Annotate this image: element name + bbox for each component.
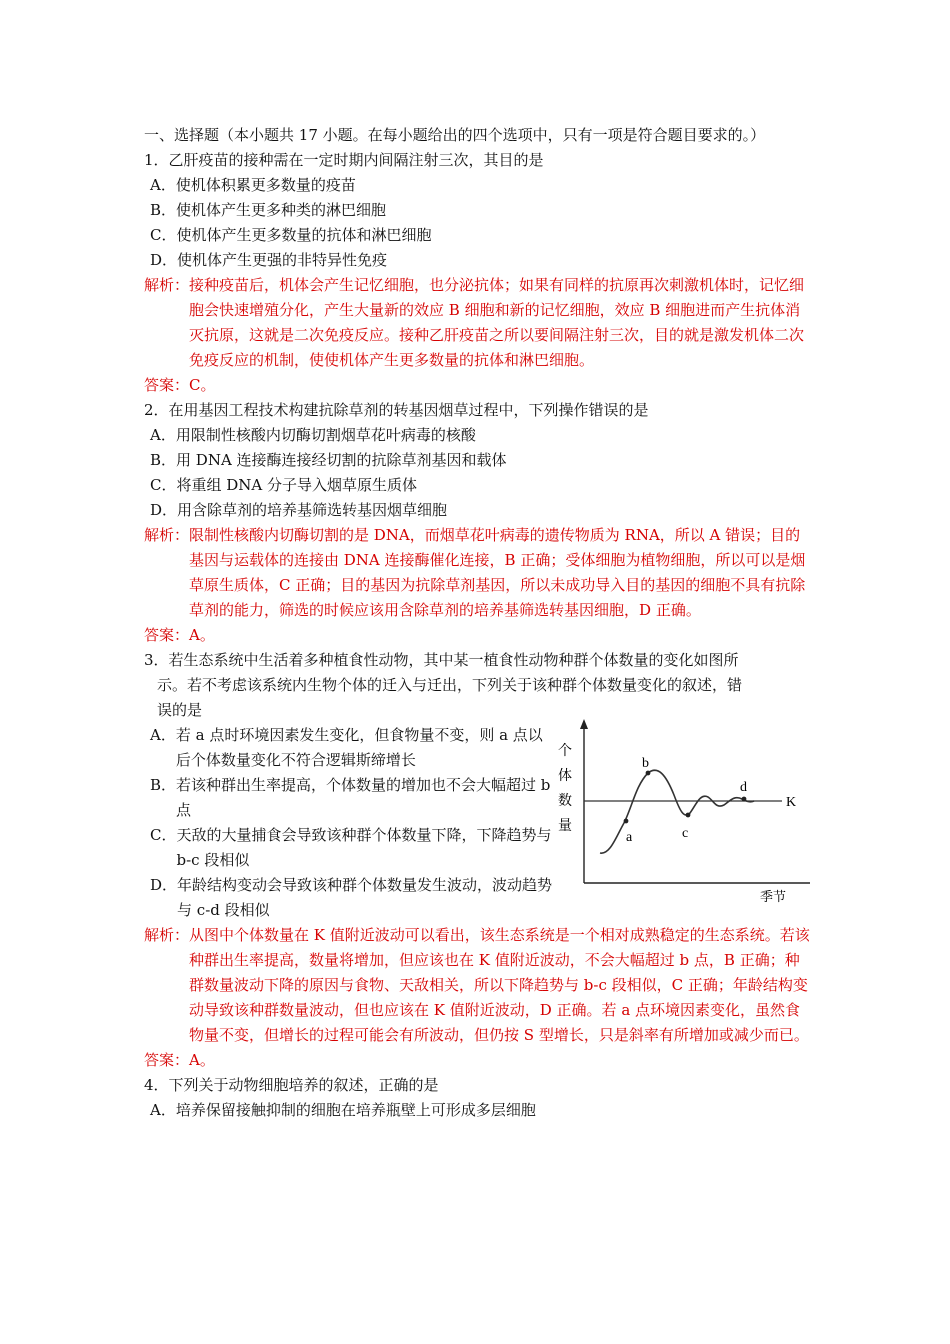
analysis-label: 解析： [144, 276, 190, 294]
y-axis-label-char: 量 [558, 818, 572, 834]
point-label-c: c [682, 826, 689, 841]
analysis-text: 接种疫苗后，机体会产生记忆细胞，也分泌抗体；如果有同样的抗原再次刺激机体时，记忆细胞会快速增殖分化，产生大量新的效应 B 细胞和新的记忆细胞，效应 B 细胞进而产生抗体消灭抗原，这就是二次免疫反应。接种乙肝疫苗之所以要间隔注射三次，目的就是激发机体二次免疫反应的机制，使使机体产生更多数量的抗体和淋巴细胞。 [189, 276, 805, 369]
k-label: K [786, 795, 797, 810]
point-label-d: d [740, 780, 747, 795]
question-1-option-c: C．使机体产生更多数量的抗体和淋巴细胞 [150, 226, 432, 244]
population-curve [600, 770, 754, 853]
question-3-stem-line-1: 3．若生态系统中生活着多种植食性动物，其中某一植食性动物种群个体数量的变化如图所 [144, 651, 739, 669]
y-axis-label [558, 743, 572, 834]
y-axis-label-char: 个 [558, 743, 572, 759]
question-4-option-a: A．培养保留接触抑制的细胞在培养瓶壁上可形成多层细胞 [150, 1101, 536, 1119]
question-1-answer: 答案：C。 [144, 376, 216, 394]
exam-page [144, 123, 810, 1123]
y-axis-label-char: 体 [558, 768, 572, 784]
point-b [646, 771, 651, 776]
option-text: 若该种群出生率提高，个体数量的增加也不会大幅超过 b 点 [176, 776, 551, 819]
question-2-answer: 答案：A。 [144, 626, 215, 644]
y-axis-label-char: 数 [558, 793, 572, 809]
point-d [742, 797, 747, 802]
analysis-label: 解析： [144, 926, 190, 944]
question-3-answer: 答案：A。 [144, 1051, 215, 1069]
question-3-option-d [144, 873, 554, 923]
analysis-label: 解析： [144, 526, 190, 544]
question-2-option-d: D．用含除草剂的培养基筛选转基因烟草细胞 [150, 501, 448, 519]
question-2-option-c: C．将重组 DNA 分子导入烟草原生质体 [150, 476, 417, 494]
y-axis-arrow-icon [580, 719, 588, 729]
question-2-option-b: B．用 DNA 连接酶连接经切割的抗除草剂基因和载体 [150, 451, 507, 469]
population-curve-svg [554, 715, 810, 905]
option-text: 若 a 点时环境因素发生变化，但食物量不变，则 a 点以后个体数量变化不符合逻辑斯缔增长 [175, 726, 543, 769]
option-text: 年龄结构变动会导致该种群个体数量发生波动，波动趋势与 c-d 段相似 [177, 876, 553, 919]
analysis-text: 从图中个体数量在 K 值附近波动可以看出，该生态系统是一个相对成熟稳定的生态系统。若该种群出生率提高，数量将增加，但应该也在 K 值附近波动，不会大幅超过 b 点，B 正确；种群数量波动下降的原因与食物、天敌相关，所以下降趋势与 b-c 段相似，C 正确；年龄结构变动导致该种群数量波动，但也应该在 K 值附近波动，D 正确。若 a 点环境因素变化，虽然食物量不变，但增长的过程可能会有所波动，但仍按 S 型增长，只是斜率有所增加或减少而已。 [189, 926, 810, 1044]
section-header: 一、选择题（本小题共 17 小题。在每小题给出的四个选项中，只有一项是符合题目要求的。） [144, 126, 766, 144]
point-label-a: a [626, 830, 633, 845]
point-a [624, 819, 629, 824]
question-3-option-b [144, 773, 554, 823]
analysis-text: 限制性核酸内切酶切割的是 DNA，而烟草花叶病毒的遗传物质为 RNA，所以 A 错误；目的基因与运载体的连接由 DNA 连接酶催化连接，B 正确；受体细胞为植物细胞，所以可以是烟草原生质体，C 正确；目的基因为抗除草剂基因，所以未成功导入目的基因的细胞不具有抗除草剂的能力，筛选的时候应该用含除草剂的培养基筛选转基因细胞，D 正确。 [189, 526, 806, 619]
question-4-stem: 4．下列关于动物细胞培养的叙述，正确的是 [144, 1076, 439, 1094]
question-2-stem: 2．在用基因工程技术构建抗除草剂的转基因烟草过程中，下列操作错误的是 [144, 401, 649, 419]
question-1-analysis [144, 273, 810, 373]
x-axis-label: 季节 [760, 890, 787, 905]
option-letter: B． [150, 776, 177, 794]
question-3-option-a [144, 723, 554, 773]
option-letter: A． [150, 726, 176, 744]
question-3-stem-line-2: 示。若不考虑该系统内生物个体的迁入与迁出，下列关于该种群个体数量变化的叙述，错 [157, 676, 743, 694]
question-1-option-b: B．使机体产生更多种类的淋巴细胞 [150, 201, 387, 219]
question-3-body [144, 723, 810, 923]
question-1-option-d: D．使机体产生更强的非特异性免疫 [150, 251, 388, 269]
question-3-options [144, 723, 554, 923]
question-1-stem: 1．乙肝疫苗的接种需在一定时期内间隔注射三次，其目的是 [144, 151, 544, 169]
question-2-analysis [144, 523, 810, 623]
question-3-option-c [144, 823, 554, 873]
point-c [686, 813, 691, 818]
question-1-option-a: A．使机体积累更多数量的疫苗 [150, 176, 356, 194]
option-letter: C． [150, 826, 177, 844]
option-text: 天敌的大量捕食会导致该种群个体数量下降，下降趋势与 b-c 段相似 [176, 826, 552, 869]
population-curve-figure [554, 715, 810, 905]
option-letter: D． [150, 876, 178, 894]
question-3-stem-line-3: 误的是 [157, 701, 203, 719]
point-label-b: b [642, 756, 649, 771]
question-3-analysis [144, 923, 810, 1048]
question-2-option-a: A．用限制性核酸内切酶切割烟草花叶病毒的核酸 [150, 426, 476, 444]
